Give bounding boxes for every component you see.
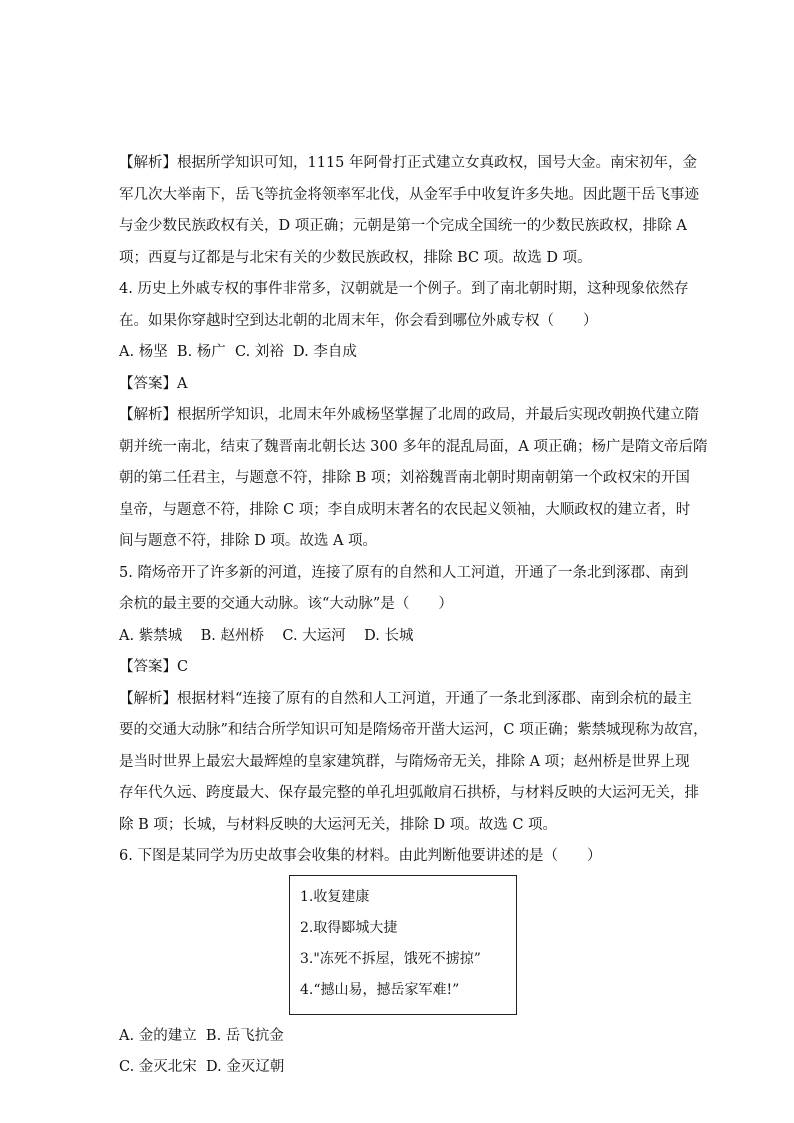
- text-line: 朝的第二任君主，与题意不符，排除 B 项；刘裕魏晋南北朝时期南朝第一个政权宋的开国: [119, 470, 690, 486]
- text-line: 与金少数民族政权有关，D 项正确；元朝是第一个完成全国统一的少数民族政权，排除 A: [119, 218, 687, 234]
- question-stem-line: 在。如果你穿越时空到达北朝的北周末年，你会看到哪位外戚专权（ ）: [119, 312, 598, 329]
- question-stem-line: 4. 历史上外戚专权的事件非常多，汉朝就是一个例子。到了南北朝时期，这种现象依然存: [119, 281, 689, 297]
- material-item: 2.取得郾城大捷: [300, 919, 398, 936]
- text-line: 【解析】根据所学知识，北周末年外戚杨坚掌握了北周的政局，并最后实现改朝换代建立隋: [119, 407, 699, 423]
- document-page: [119, 148, 708, 1084]
- question-stem-line: 余杭的最主要的交通大动脉。该“大动脉”是（ ）: [119, 596, 453, 612]
- question-6: [119, 841, 679, 1084]
- q3-analysis: [119, 148, 699, 274]
- material-item: 4.“撼山易，撼岳家军难!”: [300, 981, 460, 998]
- text-line: 要的交通大动脉”和结合所学知识可知是隋炀帝开凿大运河，C 项正确；紫禁城现称为故宫，: [119, 722, 708, 738]
- question-options: A. 杨坚 B. 杨广 C. 刘裕 D. 李自成: [119, 344, 357, 360]
- question-stem-line: 5. 隋炀帝开了许多新的河道，连接了原有的自然和人工河道，开通了一条北到涿郡、南到: [119, 564, 689, 581]
- answer-label: 【答案】A: [119, 375, 188, 392]
- text-line: 存年代久远、跨度最大、保存最完整的单孔坦弧敞肩石拱桥，与材料反映的大运河无关，排: [119, 785, 699, 801]
- material-box: [289, 875, 517, 1015]
- text-line: 皇帝，与题意不符，排除 C 项；李自成明末著名的农民起义领袖，大顺政权的建立者，时: [119, 501, 691, 518]
- text-line: 【解析】根据材料“连接了原有的自然和人工河道，开通了一条北到涿郡、南到余杭的最主: [119, 690, 692, 707]
- material-item: 3."冻死不拆屋，饿死不掳掠”: [300, 950, 481, 967]
- text-line: 项；西夏与辽都是与北宋有关的少数民族政权，排除 BC 项。故选 D 项。: [119, 249, 592, 266]
- text-line: 朝并统一南北，结束了魏晋南北朝长达 300 多年的混乱局面，A 项正确；杨广是隋文帝后隋: [119, 438, 708, 455]
- text-line: 间与题意不符，排除 D 项。故选 A 项。: [119, 533, 378, 549]
- question-stem-line: 6. 下图是某同学为历史故事会收集的材料。由此判断他要讲述的是（ ）: [119, 848, 602, 864]
- answer-label: 【答案】C: [119, 659, 189, 675]
- question-options: A. 金的建立 B. 岳飞抗金: [119, 1027, 284, 1044]
- question-4: [119, 274, 708, 558]
- text-line: 是当时世界上最宏大最辉煌的皇家建筑群，与隋炀帝无关，排除 A 项；赵州桥是世界上现: [119, 753, 690, 770]
- question-5: [119, 558, 708, 842]
- text-line: 除 B 项；长城，与材料反映的大运河无关，排除 D 项。故选 C 项。: [119, 816, 558, 833]
- text-line: 军几次大举南下，岳飞等抗金将领率军北伐，从金军手中收复许多失地。因此题干岳飞事迹: [119, 186, 699, 203]
- material-item: 1.收复建康: [300, 888, 370, 905]
- text-line: 【解析】根据所学知识可知，1115 年阿骨打正式建立女真政权，国号大金。南宋初年，金: [119, 155, 698, 171]
- question-options: A. 紫禁城 B. 赵州桥 C. 大运河 D. 长城: [119, 627, 414, 644]
- question-options: C. 金灭北宋 D. 金灭辽朝: [119, 1059, 285, 1075]
